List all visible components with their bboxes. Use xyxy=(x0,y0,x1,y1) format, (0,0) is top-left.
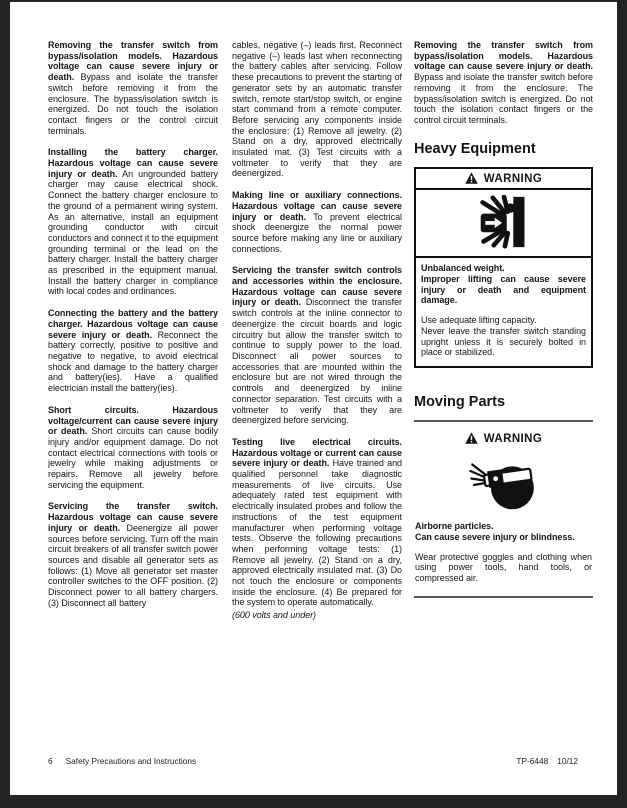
paragraph-lead: Testing live electrical circuits. Hazardous voltage or current can cause severe injury or death. xyxy=(232,436,402,469)
warning-header xyxy=(414,429,593,449)
safety-paragraph xyxy=(48,405,218,491)
warning-triangle-icon xyxy=(465,432,478,447)
paragraph-lead: Making line or auxiliary connections. Hazardous voltage can cause severe injury or death. xyxy=(232,190,402,222)
paragraph-body: Bypass and isolate the transfer switch before removing it from the enclosure. The bypass/isolation switch is energized. Do not touch the isolation contact fingers or the control circuit terminals. xyxy=(414,72,593,125)
paragraph-lead: Removing the transfer switch from bypass/isolation models. Hazardous voltage can cause severe injury or death. xyxy=(414,40,593,72)
text-column-2 xyxy=(232,40,402,632)
safety-paragraph xyxy=(48,40,218,136)
text-column-1 xyxy=(48,40,218,619)
safety-paragraph xyxy=(232,437,402,608)
safety-paragraph xyxy=(232,190,402,254)
warning-text xyxy=(414,519,593,590)
warning-normal-line: Use adequate lifting capacity. xyxy=(421,315,537,326)
moving-parts-heading: Moving Parts xyxy=(414,393,506,410)
safety-paragraph xyxy=(414,40,593,126)
safety-paragraph xyxy=(232,40,402,179)
moving-parts-warning-section xyxy=(414,420,593,598)
paragraph-lead: Servicing the transfer switch controls and accessories within the enclosure. Hazardous voltage can cause severe injury or death. xyxy=(232,265,402,308)
paragraph-body: Disconnect the transfer switch controls at the inline connector to deenergize the circuit boards and logic circuitry but allow the transfer switch to continue to supply power to the load. Disconnect all power sources to accessories that are mounted within the enclosure but are not wired through the controls and deenergized by inline connector separation. Test circuits with a voltmeter to verify that they are deenergized before servicing. xyxy=(232,297,402,426)
safety-paragraph xyxy=(48,308,218,394)
warning-normal-line: Never leave the transfer switch standing upright unless it is securely bolted in place or stabilized. xyxy=(421,325,586,358)
warning-bold-line: Can cause severe injury or blindness. xyxy=(415,532,575,543)
document-page xyxy=(10,2,617,795)
paragraph-body: An ungrounded battery charger may cause electrical shock. Connect the battery charger enclosure to the ground of a permanent wiring system. As an alternative, install an equipment grounding conductor with circuit conductors and connect it to the equipment grounding terminal or the lead on the battery charger. Install the battery charger as prescribed in the equipment manual. Install the battery charger in compliance with local codes and ordinances. xyxy=(48,168,219,297)
safety-paragraph xyxy=(232,265,402,426)
footer-left xyxy=(48,756,196,766)
paragraph-lead: Installing the battery charger. Hazardous voltage can cause severe injury or death. xyxy=(48,147,218,179)
paragraph-body: Reconnect the battery correctly, positive to positive and negative to negative, to avoid electrical shock and damage to the battery charger and battery(ies). Have a qualified electrician install the battery(ies). xyxy=(48,329,219,394)
warning-bold-line: Airborne particles. xyxy=(415,521,494,532)
warning-triangle-icon xyxy=(465,172,478,187)
paragraph-body: Have trained and qualified personnel take diagnostic measurements of live circuits. Use adequately rated test equipment with electrically insulated probes and follow the instructions of the test equipment manufacturer when performing voltage tests. Observe the following precautions when performing voltage tests: (1) Remove all jewelry. (2) Stand on a dry, approved electrically insulated mat. (3) Do not touch the enclosure or components inside the enclosure. (4) Be prepared for the system to operate automatically. xyxy=(232,458,402,608)
document-date: 10/12 xyxy=(557,756,578,766)
safety-paragraph xyxy=(48,147,218,297)
paragraph-lead: Removing the transfer switch from bypass/isolation models. Hazardous voltage can cause severe injury or death. xyxy=(48,40,218,83)
footer-right xyxy=(516,756,578,766)
warning-normal-line: Wear protective goggles and clothing when using power tools, hand tools, or compressed air. xyxy=(415,551,592,584)
paragraph-lead: Servicing the transfer switch. Hazardous voltage can cause severe injury or death. xyxy=(48,501,218,533)
heavy-equipment-heading: Heavy Equipment xyxy=(414,140,536,157)
text-column-3 xyxy=(414,40,593,598)
voltage-note: (600 volts and under) xyxy=(232,610,317,621)
paragraph-lead: Connecting the battery and the battery charger. Hazardous voltage can cause severe injury or death. xyxy=(48,308,218,340)
warning-label: WARNING xyxy=(483,172,543,185)
document-number: TP-6448 xyxy=(516,756,549,766)
paragraph-body: cables, negative (–) leads first. Reconnect negative (–) leads last when reconnecting the battery cables after servicing. Follow these precautions to prevent the starting of generator sets by an automatic transfer switch, remote start/stop switch, or engine start command from a remote computer. Before servicing any components inside the enclosure: (1) Remove all jewelry. (2) Stand on a dry, approved electrically insulated mat. (3) Test circuits with a voltmeter to verify that they are deenergized. xyxy=(232,40,402,179)
warning-header xyxy=(416,169,591,191)
face-shield-icon xyxy=(469,457,539,516)
paragraph-body: Deenergize all power sources before servicing. Turn off the main circuit breakers of all transfer switch power sources and disable all generator sets as follows: (1) Move all generator set master controller switches to the OFF position. (2) Disconnect power to all battery chargers. (3) Disconnect all battery xyxy=(48,522,218,608)
safety-paragraph xyxy=(48,501,218,608)
paragraph-body: Short circuits can cause bodily injury and/or equipment damage. Do not contact electrical connections with tools or jewelry while making adjustments or repairs. Remove all jewelry before servicing the equipment. xyxy=(48,426,218,490)
page-number: 6 xyxy=(48,756,53,766)
pinch-point-icon xyxy=(471,195,537,252)
paragraph-body: To prevent electrical shock deenergize the normal power source before making any line or auxiliary connections. xyxy=(232,211,402,254)
heavy-equipment-warning-box xyxy=(414,167,593,368)
warning-icon-area xyxy=(416,190,591,258)
paragraph-lead: Short circuits. Hazardous voltage/current can cause severe injury or death. xyxy=(48,404,218,437)
footer-title: Safety Precautions and Instructions xyxy=(65,756,197,766)
paragraph-body: Bypass and isolate the transfer switch before removing it from the enclosure. The bypass/isolation switch is energized. Do not touch the isolation contact fingers or the control circuit terminals. xyxy=(48,72,218,136)
warning-bold-line: Improper lifting can cause severe injury or death and equipment damage. xyxy=(421,274,586,306)
warning-text xyxy=(416,258,591,366)
warning-icon-area xyxy=(414,449,593,520)
warning-label: WARNING xyxy=(483,432,543,445)
warning-bold-line: Unbalanced weight. xyxy=(421,263,505,274)
